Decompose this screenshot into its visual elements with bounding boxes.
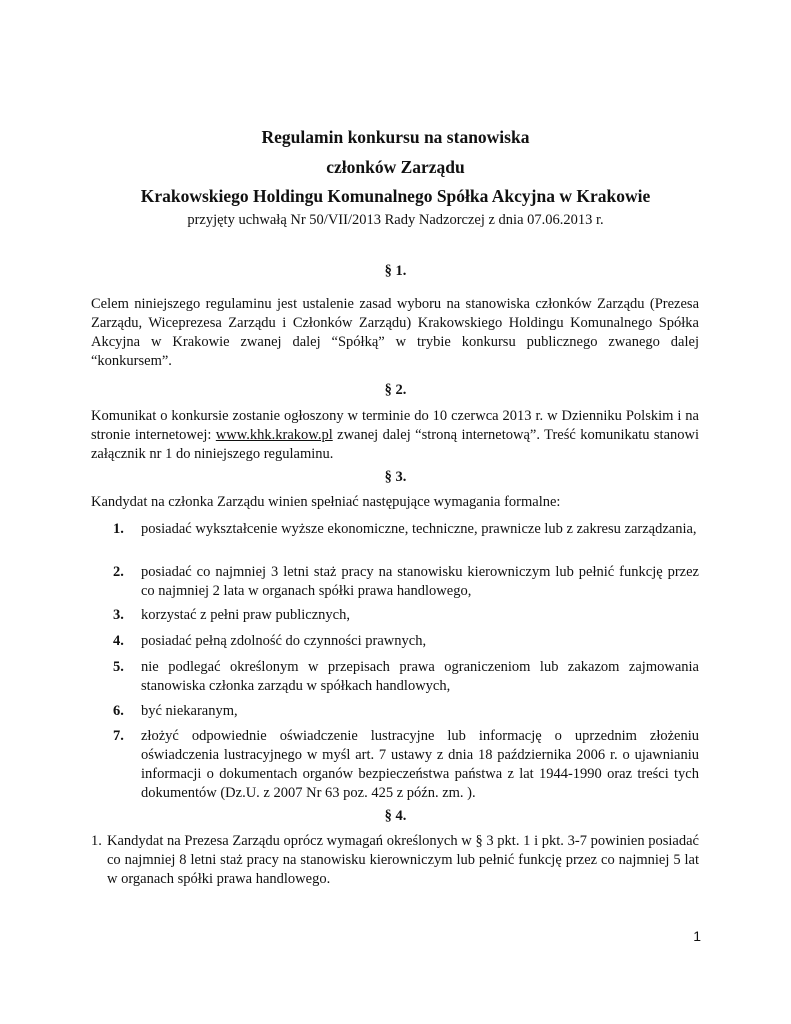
- list-item-number: 2.: [113, 564, 124, 580]
- section-2-text-before: Komunikat o konkursie zostanie ogłoszony w terminie do 10 czerwca 2013 r. w Dzienniku Polskim i na stronie internetowej:: [91, 408, 699, 443]
- list-item-number: 4.: [113, 633, 124, 649]
- section-4-heading: § 4.: [384, 808, 407, 824]
- list-item-text: posiadać wykształcenie wyższe ekonomiczne, techniczne, prawnicze lub z zakresu zarządzania,: [141, 521, 697, 537]
- document-title-line-3: Krakowskiego Holdingu Komunalnego Spółka Akcyjna w Krakowie: [140, 186, 651, 206]
- list-item-number: 6.: [113, 703, 124, 719]
- list-item-text: złożyć odpowiednie oświadczenie lustracyjne lub informację o uprzednim złożeniu oświadczenia lustracyjnego w myśl art. 7 ustawy z dnia 18 października 2006 r. o ujawnianiu informacji o dokumentach organów bezpieczeństwa państwa z lat 1944-1990 oraz treści tych dokumentów (Dz.U. z 2007 Nr 63 poz. 425 z późn. zm. ).: [141, 728, 699, 801]
- list-item-text: posiadać pełną zdolność do czynności prawnych,: [141, 633, 427, 649]
- page-number: 1: [693, 928, 701, 944]
- list-item-number: 5.: [113, 659, 124, 675]
- list-item-text: nie podlegać określonym w przepisach prawa ograniczeniom lub zakazom zajmowania stanowiska członka zarządu w spółkach handlowych,: [141, 659, 699, 694]
- website-link[interactable]: www.khk.krakow.pl: [215, 427, 333, 443]
- section-2-heading: § 2.: [384, 382, 407, 398]
- list-item-number: 1.: [91, 833, 102, 849]
- section-3-intro: Kandydat na członka Zarządu winien spełniać następujące wymagania formalne:: [91, 494, 561, 510]
- section-1-heading: § 1.: [384, 263, 407, 279]
- list-item-number: 3.: [113, 607, 124, 623]
- document-title-line-2: członków Zarządu: [326, 157, 465, 177]
- section-3-heading: § 3.: [384, 469, 407, 485]
- list-item-text: Kandydat na Prezesa Zarządu oprócz wymagań określonych w § 3 pkt. 1 i pkt. 3-7 powinien posiadać co najmniej 8 letni staż pracy na stanowisku kierowniczym lub pełnić funkcję przez co najmniej 5 lat w organach spółki prawa handlowego.: [107, 833, 699, 887]
- document-title-line-1: Regulamin konkursu na stanowiska: [261, 127, 530, 147]
- list-item-text: posiadać co najmniej 3 letni staż pracy na stanowisku kierowniczym lub pełnić funkcję przez co najmniej 2 lata w organach spółki prawa handlowego,: [141, 564, 699, 599]
- document-subtitle: przyjęty uchwałą Nr 50/VII/2013 Rady Nadzorczej z dnia 07.06.2013 r.: [187, 212, 604, 228]
- list-item-text: korzystać z pełni praw publicznych,: [141, 607, 350, 623]
- list-item-number: 1.: [113, 521, 124, 537]
- section-2-text-after: zwanej dalej “stroną internetową”. Treść komunikatu stanowi załącznik nr 1 do niniejszego regulaminu.: [91, 427, 700, 462]
- section-2-paragraph: [91, 407, 699, 464]
- list-item-number: 7.: [113, 728, 124, 744]
- section-1-paragraph: Celem niniejszego regulaminu jest ustalenie zasad wyboru na stanowiska członków Zarządu (Prezesa Zarządu, Wiceprezesa Zarządu i Członków Zarządu) Krakowskiego Holdingu Komunalnego Spółka Akcyjna w Krakowie zwanej dalej “Spółką” w trybie konkursu publicznego zwanego dalej “konkursem”.: [91, 296, 699, 369]
- list-item-text: być niekaranym,: [141, 703, 238, 719]
